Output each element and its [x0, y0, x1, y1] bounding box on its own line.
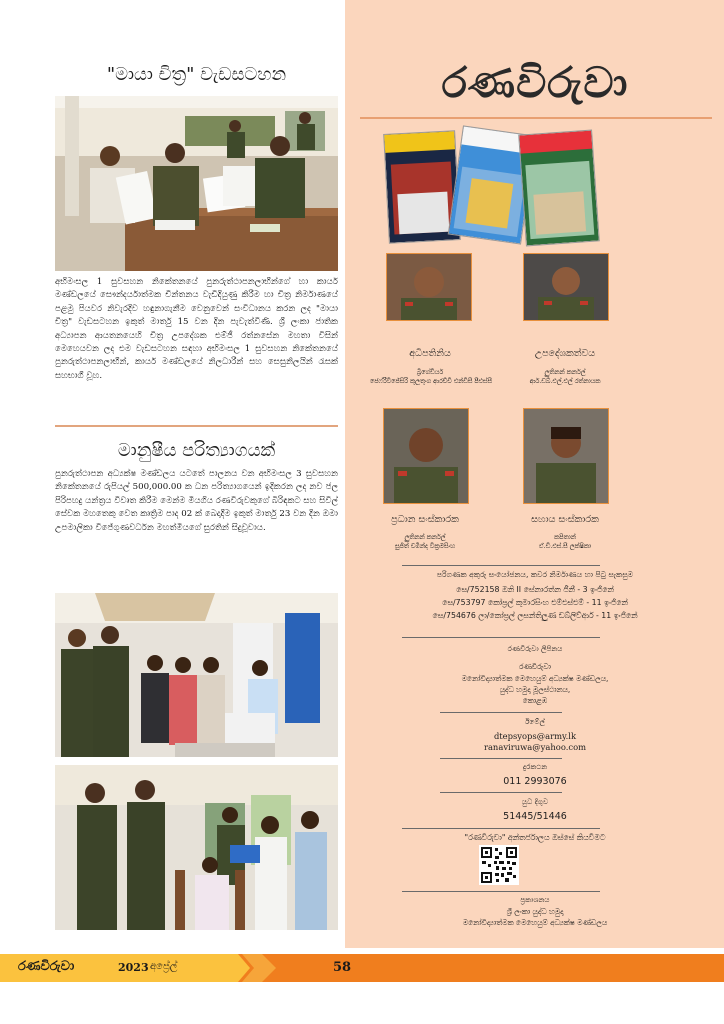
phone-label: දුරකථන: [522, 762, 548, 771]
email-line-2[interactable]: ranaviruwa@yahoo.com: [483, 742, 587, 752]
coordination-label: පරිගණක අකුරු සංයෝජනය, කවර නිර්මාණය හා පිටු සැකසුම: [436, 570, 634, 579]
rank-assistant-editor: කපිතාන්: [554, 534, 576, 541]
info-line-2: [402, 637, 600, 638]
military-phone-value: 51445/51446: [503, 811, 567, 822]
online-label: "රණවිරුවා" අන්තර්ජාලය ඔස්සේ කියවීමට: [464, 833, 606, 842]
address-section: [350, 643, 720, 706]
address-line-2: මනෝවිද්‍යාත්මක මෙහෙයුම් අධ්‍යක්ෂ මණ්ඩලය,: [461, 674, 609, 683]
role-chief-editor: ප්‍රධාන සංස්කාරක: [391, 514, 459, 525]
publisher-label: ප්‍රකාශනය: [520, 895, 550, 904]
info-line-3: [440, 712, 562, 713]
name-assistant-editor: ඒ.ඩී.එස්.සී ලක්ෂිකා: [538, 543, 592, 550]
magazine-cover-3: [518, 130, 600, 247]
brand-logo: රණවිරුවා: [441, 58, 629, 107]
qr-code[interactable]: [479, 845, 519, 885]
rank-chief-editor: ලුතිනන් කර්නල්: [404, 534, 446, 541]
article1-title: "මායා චිත්‍ර" වැඩසටහන: [106, 64, 287, 85]
brand-underline: [360, 117, 712, 119]
role-advisor: උපදේශකත්වය: [534, 348, 596, 359]
name-chief-editor: සුජිත් චමින්ද වික්‍රමසිංහ: [394, 543, 456, 550]
portrait-editor-in-chief: [386, 253, 472, 321]
donation-photo-1: [55, 593, 338, 757]
workshop-photo: [55, 96, 338, 271]
coordination-section: [350, 570, 720, 622]
article2-body: පුනරුත්ථාපන අධ්‍යක්ෂ මණ්ඩලය යටතේ පාලනය වන අභිමංසල 3 සුවසහන නිකේතනයේ රුපියල් 500,000.00 ක ධන පරිත්‍යාගයෙන් ඉදිකරන ලද නව ජල පිරිපහදු යන්ත්‍රය විවෘත කිරීම මෙන්ම මියගිය රණවිරුවකුගේ බිරිඳකට සහ සිවිල් සේවක මහතෙකු වෙත කෘත්‍රිම පාද 02 ක් බෙදාදීම ඉකුත් මාර්තු 23 වන දින ඔමා උපමාලිකා විජේගුණවර්ධන මහත්මියගේ සුරතින් සිදුවූවාය.: [55, 469, 338, 533]
role-assistant-editor: සහාය සංස්කාරක: [531, 514, 599, 525]
donation-photo-2: [55, 765, 338, 930]
rank-advisor: ලුතිනන් කර්නල්: [544, 369, 586, 376]
portrait-advisor: [523, 253, 609, 321]
military-phone-label: යුධ දිගුව: [521, 797, 549, 806]
publisher-section: [350, 894, 720, 928]
info-line-5: [440, 792, 562, 793]
publisher-line-1: ශ්‍රී ලංකා යුද්ධ හමුදා: [506, 907, 564, 916]
page-footer: [0, 948, 724, 988]
info-line-4: [440, 758, 562, 759]
coordination-line-3: සෙ/754676 ලා/කෝප්‍රල් ලසන්තිලුණ ඩබ්ලිව්ආර් - 11 ඉංජිනේ: [432, 611, 638, 620]
publisher-line-2: මනෝවිද්‍යාත්මක මෙහෙයුම් අධ්‍යක්ෂ මණ්ඩලය: [462, 918, 608, 927]
article1-body: අභිමංසල 1 සුවසහන නිකේතනයේ පුනරුත්ථාපනලාභීන්ගේ හා කාර්ය මණ්ඩලයේ සෞන්දර්යාත්මක චින්තනය වැඩිදියුණු කිරීම හා චිත්‍ර නිර්මාණයේ පළමු පියවර නිවැරදිව හඳුනාගැනීම වෙනුවෙන් සංවිධානය කරන ලද "මායා චිත්‍ර" වැඩසටහන ඉකුත් මාර්තු 15 වන දින පැවැත්විණි. ශ්‍රී ලංකා ජාතික අධ්‍යාපන ආයතනයෙහි චිත්‍ර උපදේශක එම්ජී රත්නසේන මහතා විසින් මෙහෙයවන ලද එම වැඩසටහන සඳහා අභිමංසල 1 සුවසහන නිකේතනයේ පුනරුත්ථාපනලාභීන්, කාර්ය මණ්ඩලයේ නිලධාරීන් සහ සෙසුනිලයින් රැසක් සහභාගී වූහ.: [55, 277, 338, 381]
military-phone-section: [350, 796, 720, 824]
info-line-7: [402, 891, 600, 892]
online-section: [350, 832, 720, 844]
address-label: රණවිරුවා ලිපිනය: [507, 644, 563, 653]
role-editor-in-chief: අධිපතිනිය: [409, 348, 451, 359]
portrait-assistant-editor: [523, 408, 609, 504]
footer-brand: රණවිරුවා: [18, 959, 75, 974]
name-editor-in-chief: ජෙෆ්රීවිජේසිරි කුලතුංග ආරච්චි එන්ඩීසී පීඑස්සී: [370, 378, 492, 385]
coordination-line-1: සෙ/752158 ඔනි II සේනාරත්න ජීනී - 3 ඉංජිනේ: [456, 585, 614, 594]
page-number: 58: [333, 960, 352, 975]
email-section: [350, 716, 720, 753]
rank-editor-in-chief: බ්‍රිගේඩියර්: [416, 369, 444, 376]
email-line-1[interactable]: dtepsyops@army.lk: [493, 731, 577, 741]
phone-value: 011 2993076: [503, 776, 567, 787]
coordination-line-2: සෙ/753797 කෝප්‍රල් කුමාරසිංහ එම්එස්එම් - 11 ඉංජිනේ: [442, 598, 628, 607]
info-line-6: [402, 828, 600, 829]
email-label: ඊමේල්: [525, 717, 545, 726]
footer-year: 2023: [118, 961, 149, 974]
portrait-chief-editor: [383, 408, 469, 504]
address-line-3: යුද්ධ හමුදා මූලස්ථානය,: [499, 685, 571, 694]
info-top-line: [402, 565, 600, 566]
address-line-4: කොළඹ: [522, 696, 548, 705]
section-divider: [55, 425, 338, 427]
name-advisor: ආර්.ඩබ්.එල්.එල් රත්නායක: [529, 378, 601, 385]
footer-month: අප්‍රේල්: [150, 961, 178, 972]
phone-section: [350, 761, 720, 789]
article2-title: මානුෂීය පරිත්‍යාගයක්: [117, 440, 276, 461]
address-line-1: රණවිරුවා: [518, 662, 551, 671]
